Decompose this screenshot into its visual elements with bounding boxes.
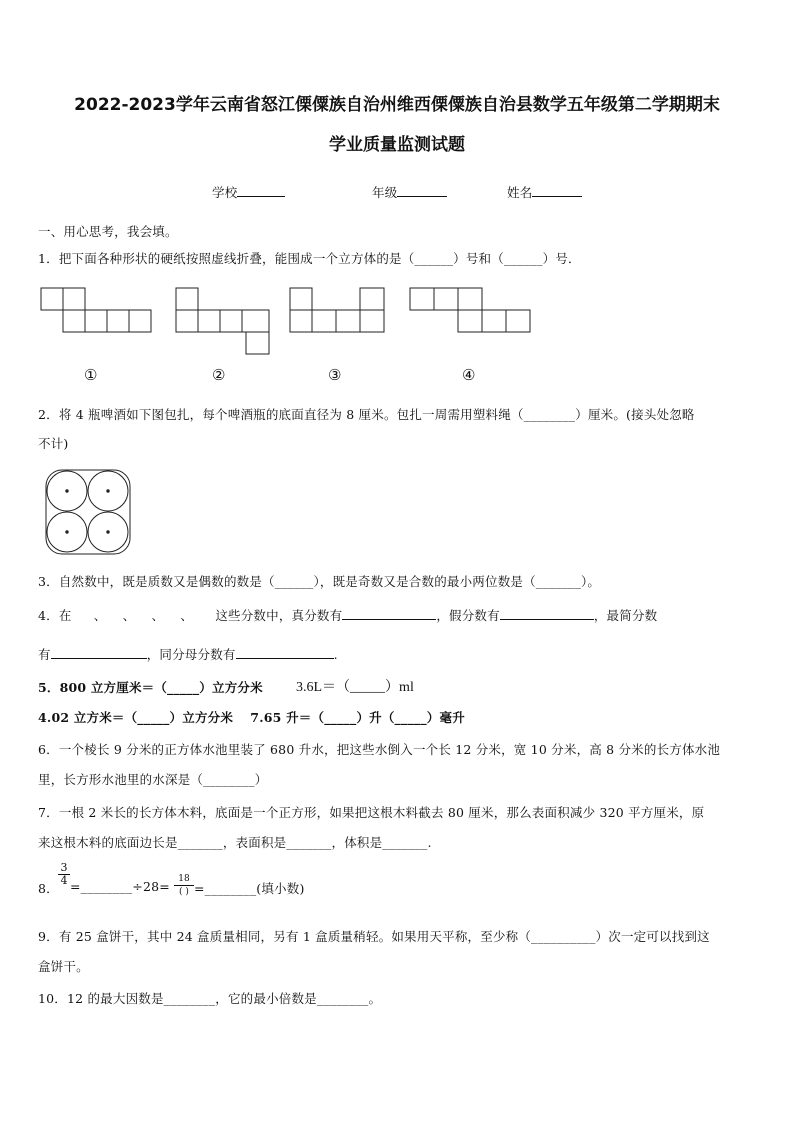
q4-text-line2-a: 有 xyxy=(38,647,51,662)
q4-text-g: ，假分数有 xyxy=(436,608,500,623)
question-6-line1: 6．一个棱长 9 分米的正方体水池里装了 680 升水，把这些水倒入一个长 12 分米，宽 10 分米，高 8 分米的长方体水池 xyxy=(38,742,721,757)
frac1-numerator: 3 xyxy=(60,861,68,874)
question-5-line2: 4.02 立方米＝（_____）立方分米 7.65 升＝（_____）升（_____）毫升 xyxy=(38,710,465,725)
school-label: 学校 xyxy=(212,185,238,200)
question-8-eq2: =________(填小数) xyxy=(194,881,305,896)
fraction-18 xyxy=(174,873,194,898)
fraction-3-4 xyxy=(58,862,70,887)
question-6-line2: 里，长方形水池里的水深是（________） xyxy=(38,772,268,787)
net-label-1: ① xyxy=(84,366,98,384)
question-8-prefix: 8． xyxy=(38,881,59,896)
question-4-line1 xyxy=(38,606,657,624)
question-8-eq1: =________÷28= xyxy=(70,879,170,894)
frac2-numerator: 18 xyxy=(178,874,190,884)
question-10: 10．12 的最大因数是________，它的最小倍数是________。 xyxy=(38,991,382,1006)
page-subtitle: 学业质量监测试题 xyxy=(329,135,465,155)
q4-text-f: 这些分数中，真分数有 xyxy=(215,608,343,623)
bottles-figure xyxy=(0,0,200,560)
question-5-line1a: 5．800 立方厘米＝（_____）立方分米 xyxy=(38,680,263,695)
question-2-line1: 2．将 4 瓶啤酒如下图包扎，每个啤酒瓶的底面直径为 8 厘米。包扎一周需用塑料绳（________）厘米。(接头处忽略 xyxy=(38,407,695,422)
frac1-denominator: 4 xyxy=(58,874,70,887)
question-2-line2: 不计) xyxy=(38,436,69,451)
name-label: 姓名 xyxy=(507,185,533,200)
net-label-3: ③ xyxy=(328,366,342,384)
q4-text-h: ，最简分数 xyxy=(593,608,658,623)
q4-sep-1: 、 xyxy=(93,608,107,623)
q4-sep-3: 、 xyxy=(151,608,165,623)
question-7-line2: 来这根木料的底面边长是_______，表面积是_______，体积是_______. xyxy=(38,835,432,850)
q4-sep-2: 、 xyxy=(122,608,136,623)
net-label-2: ② xyxy=(212,366,226,384)
q4-sep-4: 、 xyxy=(180,608,194,623)
grade-label: 年级 xyxy=(372,185,398,200)
q4-text-line2-b: ，同分母分数有 xyxy=(146,647,236,662)
net-label-4: ④ xyxy=(462,366,476,384)
section-heading: 一、用心思考，我会填。 xyxy=(38,224,178,239)
question-1: 1．把下面各种形状的硬纸按照虚线折叠，能围成一个立方体的是（______）号和（______）号． xyxy=(38,251,581,266)
question-3: 3．自然数中，既是质数又是偶数的数是（______），既是奇数又是合数的最小两位数是（_______）。 xyxy=(38,574,601,589)
question-7-line1: 7．一根 2 米长的长方体木料，底面是一个正方形，如果把这根木料截去 80 厘米，那么表面积减少 320 平方厘米，原 xyxy=(38,805,705,820)
q4-text-line2-c: . xyxy=(333,647,338,662)
page-title: 2022-2023学年云南省怒江傈僳族自治州维西傈僳族自治县数学五年级第二学期期末 xyxy=(74,95,720,115)
frac2-denominator: ( ) xyxy=(174,885,194,898)
question-9-line2: 盒饼干。 xyxy=(38,959,89,974)
question-4-line2 xyxy=(38,645,338,663)
q4-text-a: 4．在 xyxy=(38,608,72,623)
question-9-line1: 9．有 25 盒饼干，其中 24 盒质量相同，另有 1 盒质量稍轻。如果用天平称，至少称（__________）次一定可以找到这 xyxy=(38,929,710,944)
question-5-line1b: 3.6L＝（_____）ml xyxy=(296,680,414,695)
